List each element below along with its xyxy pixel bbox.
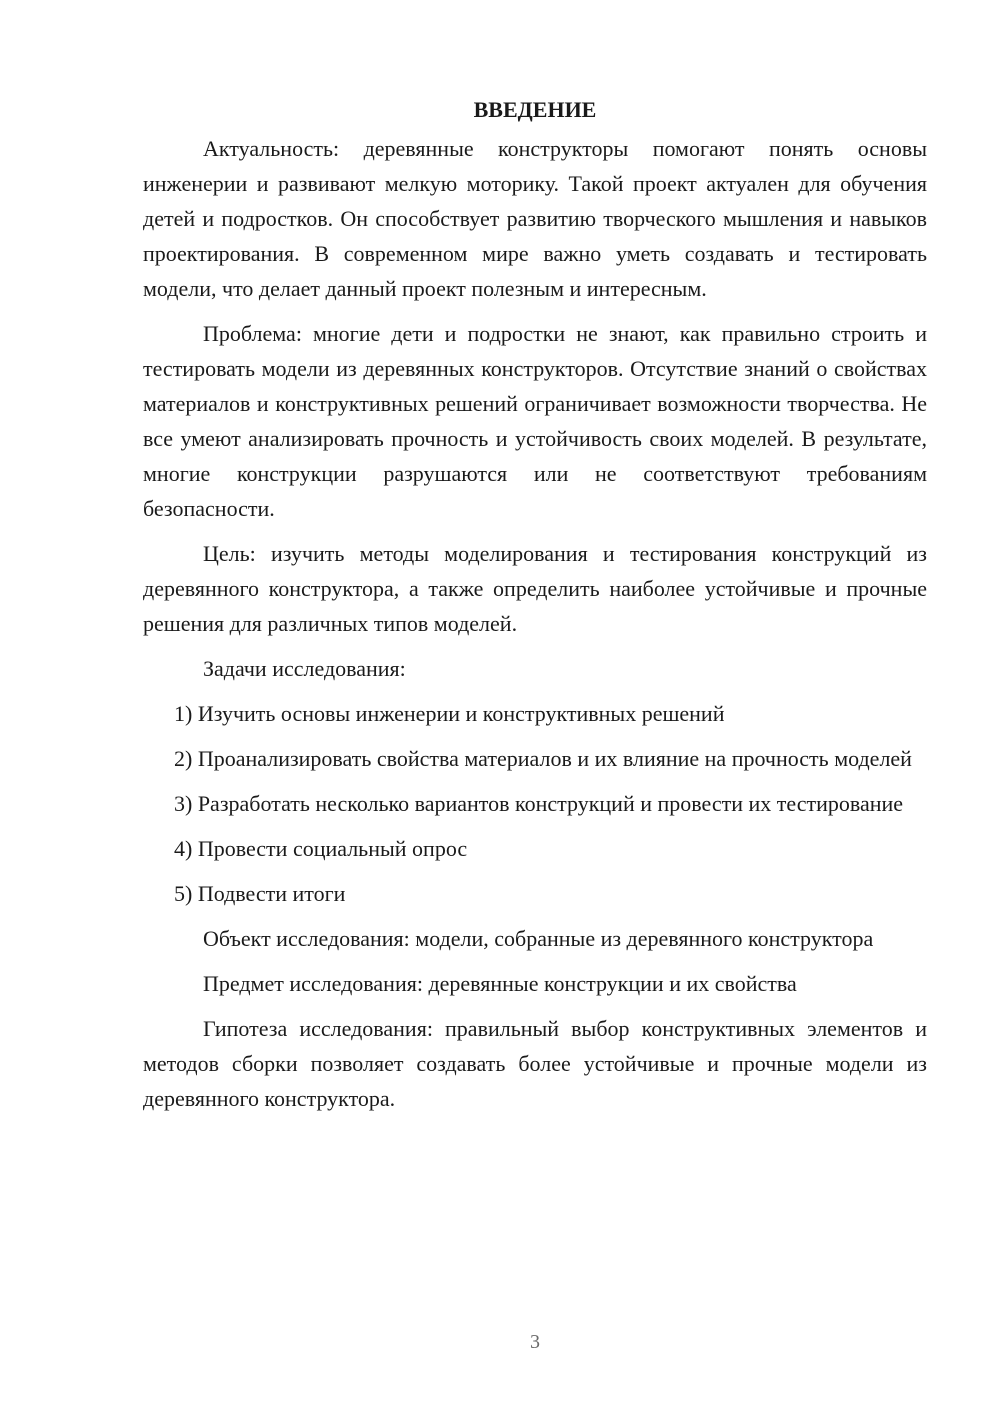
section-title: ВВЕДЕНИЕ <box>473 97 597 122</box>
paragraph-relevance: Актуальность: деревянные конструкторы помогают понять основы инженерии и развивают мелкую моторику. Такой проект актуален для обучения детей и подростков. Он способствует развитию творческого мышления и навыков проектирования. В современном мире важно уметь создавать и тестировать модели, что делает данный проект полезным и интересным. <box>143 136 927 301</box>
page-number: 3 <box>530 1331 540 1353</box>
task-item-3: 3) Разработать несколько вариантов конструкций и провести их тестирование <box>174 791 904 816</box>
paragraph-hypothesis: Гипотеза исследования: правильный выбор конструктивных элементов и методов сборки позволяет создавать более устойчивые и прочные модели из деревянного конструктора. <box>143 1016 927 1111</box>
task-item-2: 2) Проанализировать свойства материалов и их влияние на прочность моделей <box>174 746 912 771</box>
task-item-4: 4) Провести социальный опрос <box>174 836 468 861</box>
tasks-heading: Задачи исследования: <box>203 656 406 681</box>
paragraph-problem: Проблема: многие дети и подростки не знают, как правильно строить и тестировать модели из деревянных конструкторов. Отсутствие знаний о свойствах материалов и конструктивных решений ограничивает возможности творчества. Не все умеют анализировать прочность и устойчивость своих моделей. В результате, многие конструкции разрушаются или не соответствуют требованиям безопасности. <box>143 321 927 521</box>
paragraph-goal: Цель: изучить методы моделирования и тестирования конструкций из деревянного конструктора, а также определить наиболее устойчивые и прочные решения для различных типов моделей. <box>143 541 927 636</box>
document-page <box>143 92 927 1126</box>
paragraph-subject: Предмет исследования: деревянные конструкции и их свойства <box>203 971 797 996</box>
task-item-5: 5) Подвести итоги <box>174 881 346 906</box>
task-item-1: 1) Изучить основы инженерии и конструктивных решений <box>174 701 725 726</box>
paragraph-object: Объект исследования: модели, собранные из деревянного конструктора <box>203 926 874 951</box>
